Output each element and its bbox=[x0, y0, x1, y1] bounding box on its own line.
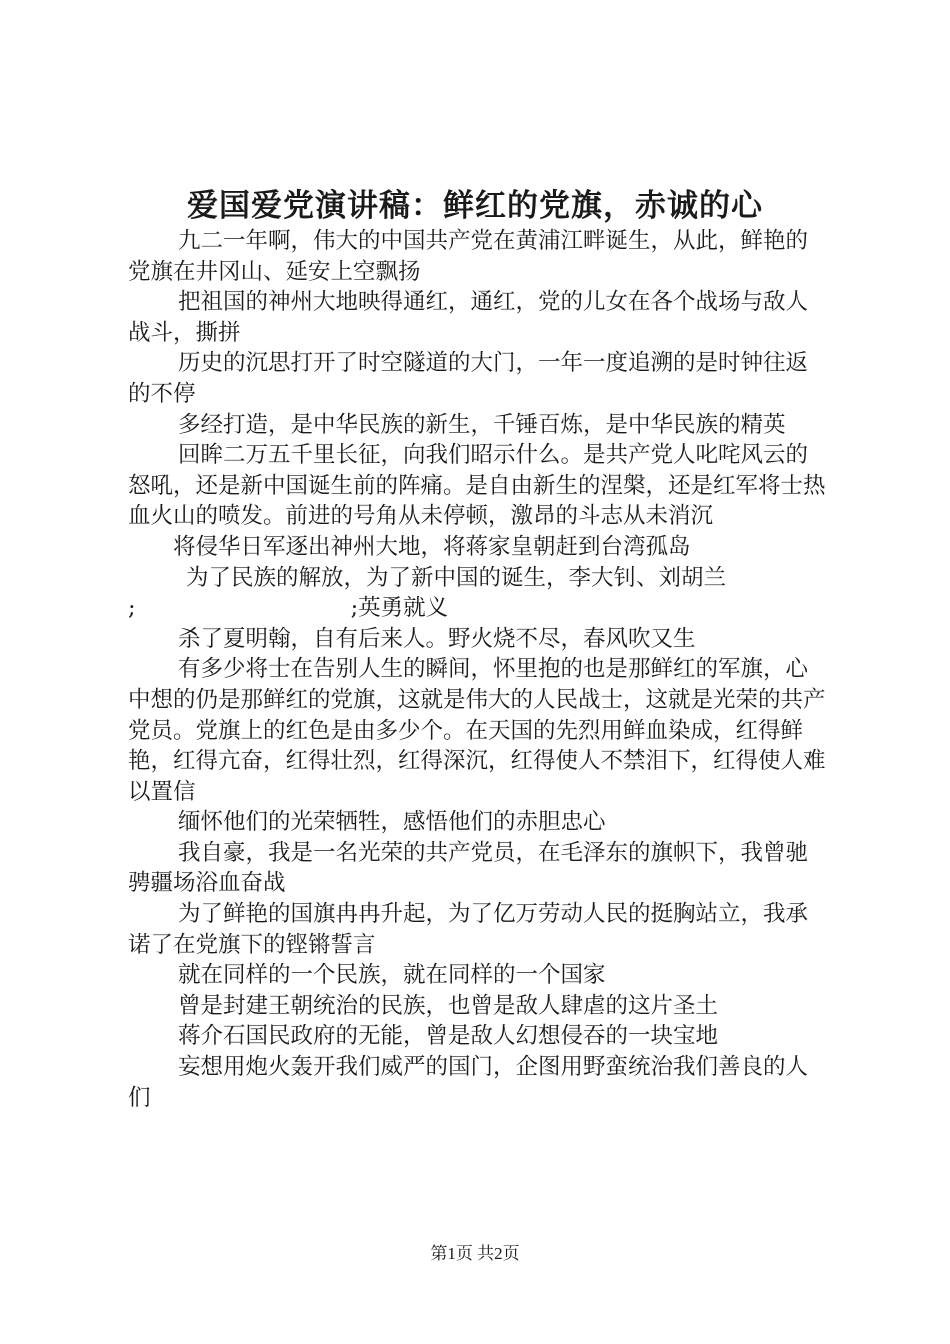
paragraph: 为了民族的解放，为了新中国的诞生，李大钊、刘胡兰 bbox=[186, 564, 727, 591]
paragraph: 有多少将士在告别人生的瞬间，怀里抱的也是那鲜红的军旗，心中想的仍是那鲜红的党旗，这就是伟大的人民战士，这就是光荣的共产党员。党旗上的红色是由多少个。在天国的先烈用鲜血染成，红得鲜艳，红得亢奋，红得壮烈，红得深沉，红得使人不禁泪下，红得使人难以置信 bbox=[128, 656, 826, 805]
paragraph: 将侵华日军逐出神州大地，将蒋家皇朝赶到台湾孤岛 bbox=[173, 533, 691, 560]
document-body bbox=[128, 226, 830, 1113]
paragraph: 就在同样的一个民族，就在同样的一个国家 bbox=[178, 962, 606, 989]
paragraph: 为了鲜艳的国旗冉冉升起，为了亿万劳动人民的挺胸站立，我承诺了在党旗下的铿锵誓言 bbox=[128, 901, 809, 958]
paragraph: 我自豪，我是一名光荣的共产党员，在毛泽东的旗帜下，我曾驰骋疆场浴血奋战 bbox=[128, 839, 809, 897]
document-title: 爱国爱党演讲稿：鲜红的党旗，赤诚的心 bbox=[187, 188, 763, 224]
paragraph: 妄想用炮火轰开我们威严的国门，企图用野蛮统治我们善良的人们 bbox=[128, 1054, 809, 1111]
paragraph: 回眸二万五千里长征，向我们昭示什么。是共产党人叱咤风云的怒吼，还是新中国诞生前的阵痛。是自由新生的涅槃，还是红军将士热血火山的喷发。前进的号角从未停顿，激昂的斗志从未消沉 bbox=[128, 442, 826, 530]
paragraph: 九二一年啊，伟大的中国共产党在黄浦江畔诞生，从此，鲜艳的党旗在井冈山、延安上空飘扬 bbox=[128, 228, 809, 285]
page-footer: 第1页 共2页 bbox=[430, 1244, 520, 1263]
paragraph: 曾是封建王朝统治的民族，也曾是敌人肆虐的这片圣土 bbox=[178, 992, 719, 1019]
paragraph: 历史的沉思打开了时空隧道的大门，一年一度追溯的是时钟往返的不停 bbox=[128, 350, 809, 407]
paragraph: 蒋介石国民政府的无能，曾是敌人幻想侵吞的一块宝地 bbox=[178, 1023, 719, 1050]
paragraph: 把祖国的神州大地映得通红，通红，党的儿女在各个战场与敌人战斗，撕拼 bbox=[128, 289, 809, 346]
semicolon-second: ;英勇就义 bbox=[350, 595, 449, 622]
semicolon-line bbox=[128, 593, 830, 624]
paragraph: 杀了夏明翰，自有后来人。野火烧不尽，春风吹又生 bbox=[178, 625, 696, 652]
paragraph: 多经打造，是中华民族的新生，千锤百炼，是中华民族的精英 bbox=[178, 411, 786, 438]
semicolon-first: ; bbox=[128, 595, 136, 622]
paragraph: 缅怀他们的光荣牺牲，感悟他们的赤胆忠心 bbox=[178, 809, 606, 836]
